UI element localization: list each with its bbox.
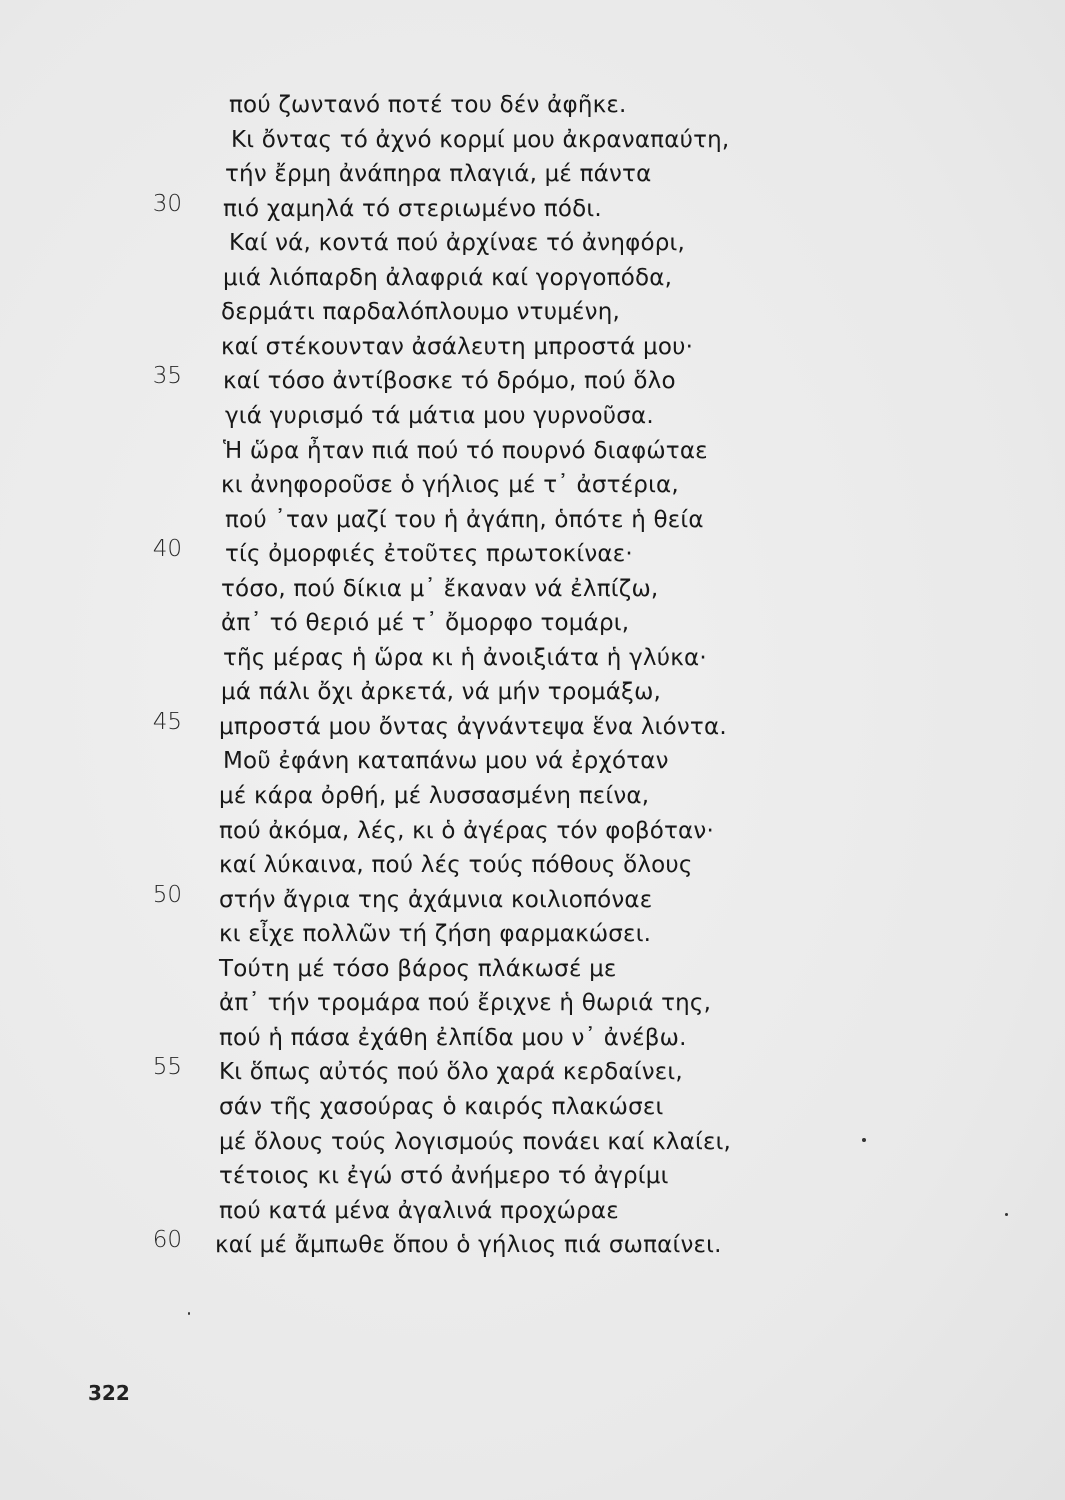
verse-text: καί τόσο ἀντίβοσκε τό δρόμο, πού ὅλο: [223, 368, 676, 395]
poem-line: [0, 537, 1065, 571]
line-number: 40: [152, 536, 182, 563]
poem-line: [0, 986, 1065, 1020]
verse-text: σάν τῆς χασούρας ὁ καιρός πλακώσει: [219, 1093, 664, 1120]
verse-text: Κι ὄντας τό ἀχνό κορμί μου ἀκραναπαύτη,: [231, 126, 730, 153]
poem-line: [0, 399, 1065, 433]
verse-text: μά πάλι ὄχι ἀρκετά, νά μήν τρομάξω,: [221, 679, 662, 706]
poem-line: [0, 434, 1065, 468]
verse-text: ἀπ᾽ τήν τρομάρα πού ἔριχνε ἡ θωριά της,: [219, 990, 712, 1017]
poem-line: [0, 1125, 1065, 1159]
poem-line: [0, 710, 1065, 744]
verse-text: τήν ἔρμη ἀνάπηρα πλαγιά, μέ πάντα: [225, 161, 652, 188]
verse-text: δερμάτι παρδαλόπλουμο ντυμένη,: [221, 299, 621, 326]
poem-line: [0, 917, 1065, 951]
line-number: 30: [152, 190, 182, 217]
line-number: 55: [152, 1054, 182, 1081]
verse-text: καί στέκουνταν ἀσάλευτη μπροστά μου·: [221, 333, 694, 360]
line-number: 45: [152, 708, 182, 735]
verse-text: ἀπ᾽ τό θεριό μέ τ᾽ ὄμορφο τομάρι,: [221, 610, 630, 637]
verse-text: γιά γυρισμό τά μάτια μου γυρνοῦσα.: [225, 402, 654, 429]
verse-text: καί λύκαινα, πού λές τούς πόθους ὅλους: [219, 852, 693, 879]
verse-text: καί μέ ἄμπωθε ὅπου ὁ γήλιος πιά σωπαίνει.: [215, 1232, 722, 1259]
poem-line: [0, 123, 1065, 157]
print-speck: [1005, 1213, 1008, 1216]
verse-text: κι εἶχε πολλῶν τή ζήση φαρμακώσει.: [219, 921, 652, 948]
verse-text: πού ζωντανό ποτέ του δέν ἀφῆκε.: [229, 92, 627, 118]
verse-text: μέ ὅλους τούς λογισμούς πονάει καί κλαίει,: [219, 1128, 732, 1155]
line-number: 50: [152, 881, 182, 908]
poem-line: [0, 779, 1065, 813]
verse-text: πιό χαμηλά τό στεριωμένο πόδι.: [223, 195, 602, 222]
poem-line: [0, 952, 1065, 986]
poem-line: [0, 261, 1065, 295]
poem-line: [0, 226, 1065, 260]
verse-text: πού κατά μένα ἀγαλινά προχώραε: [219, 1197, 619, 1224]
poem-line: [0, 88, 1065, 122]
verse-text: μπροστά μου ὄντας ἀγνάντεψα ἕνα λιόντα.: [219, 713, 727, 740]
verse-text: στήν ἄγρια της ἀχάμνια κοιλιοπόναε: [219, 886, 653, 913]
poem-line: [0, 883, 1065, 917]
poem-line: [0, 744, 1065, 778]
verse-text: Κι ὅπως αὐτός πού ὅλο χαρά κερδαίνει,: [219, 1059, 683, 1086]
poem-line: [0, 1228, 1065, 1262]
poem-line: [0, 468, 1065, 502]
verse-text: Μοῦ ἐφάνη καταπάνω μου νά ἐρχόταν: [223, 748, 669, 775]
print-speck: [862, 1138, 866, 1142]
verse-text: μέ κάρα ὀρθή, μέ λυσσασμένη πείνα,: [219, 783, 650, 809]
poem-line: [0, 1055, 1065, 1089]
poem-line: [0, 1159, 1065, 1193]
poem-line: [0, 641, 1065, 675]
verse-text: μιά λιόπαρδη ἀλαφριά καί γοργοπόδα,: [223, 264, 673, 291]
line-number: 35: [152, 363, 182, 390]
poem-line: [0, 1090, 1065, 1124]
verse-text: Τούτη μέ τόσο βάρος πλάκωσέ με: [219, 955, 617, 982]
verse-text: τίς ὀμορφιές ἐτοῦτες πρωτοκίναε·: [225, 541, 633, 568]
verse-text: πού ἀκόμα, λές, κι ὁ ἀγέρας τόν φοβόταν·: [219, 817, 714, 844]
print-speck: [188, 1312, 190, 1315]
verse-text: κι ἀνηφοροῦσε ὁ γήλιος μέ τ᾽ ἀστέρια,: [221, 472, 679, 499]
verse-text: πού ἡ πάσα ἐχάθη ἐλπίδα μου ν᾽ ἀνέβω.: [219, 1024, 687, 1051]
line-number: 60: [152, 1227, 182, 1254]
verse-text: Ἡ ὥρα ἦταν πιά πού τό πουρνό διαφώταε: [223, 437, 708, 464]
poem-line: [0, 295, 1065, 329]
poem-line: [0, 364, 1065, 398]
poem-line: [0, 814, 1065, 848]
verse-text: τόσο, πού δίκια μ᾽ ἔκαναν νά ἐλπίζω,: [221, 575, 659, 602]
verse-text: τέτοιος κι ἐγώ στό ἀνήμερο τό ἀγρίμι: [219, 1163, 669, 1190]
verse-text: πού ᾽ταν μαζί του ἡ ἀγάπη, ὁπότε ἡ θεία: [225, 506, 704, 533]
poem-line: [0, 572, 1065, 606]
verse-text: τῆς μέρας ἡ ὥρα κι ἡ ἀνοιξιάτα ἡ γλύκα·: [223, 644, 707, 671]
verse-text: Καί νά, κοντά πού ἀρχίναε τό ἀνηφόρι,: [229, 230, 686, 257]
poem-line: [0, 606, 1065, 640]
page-number: 322: [88, 1381, 130, 1405]
poem-line: [0, 192, 1065, 226]
